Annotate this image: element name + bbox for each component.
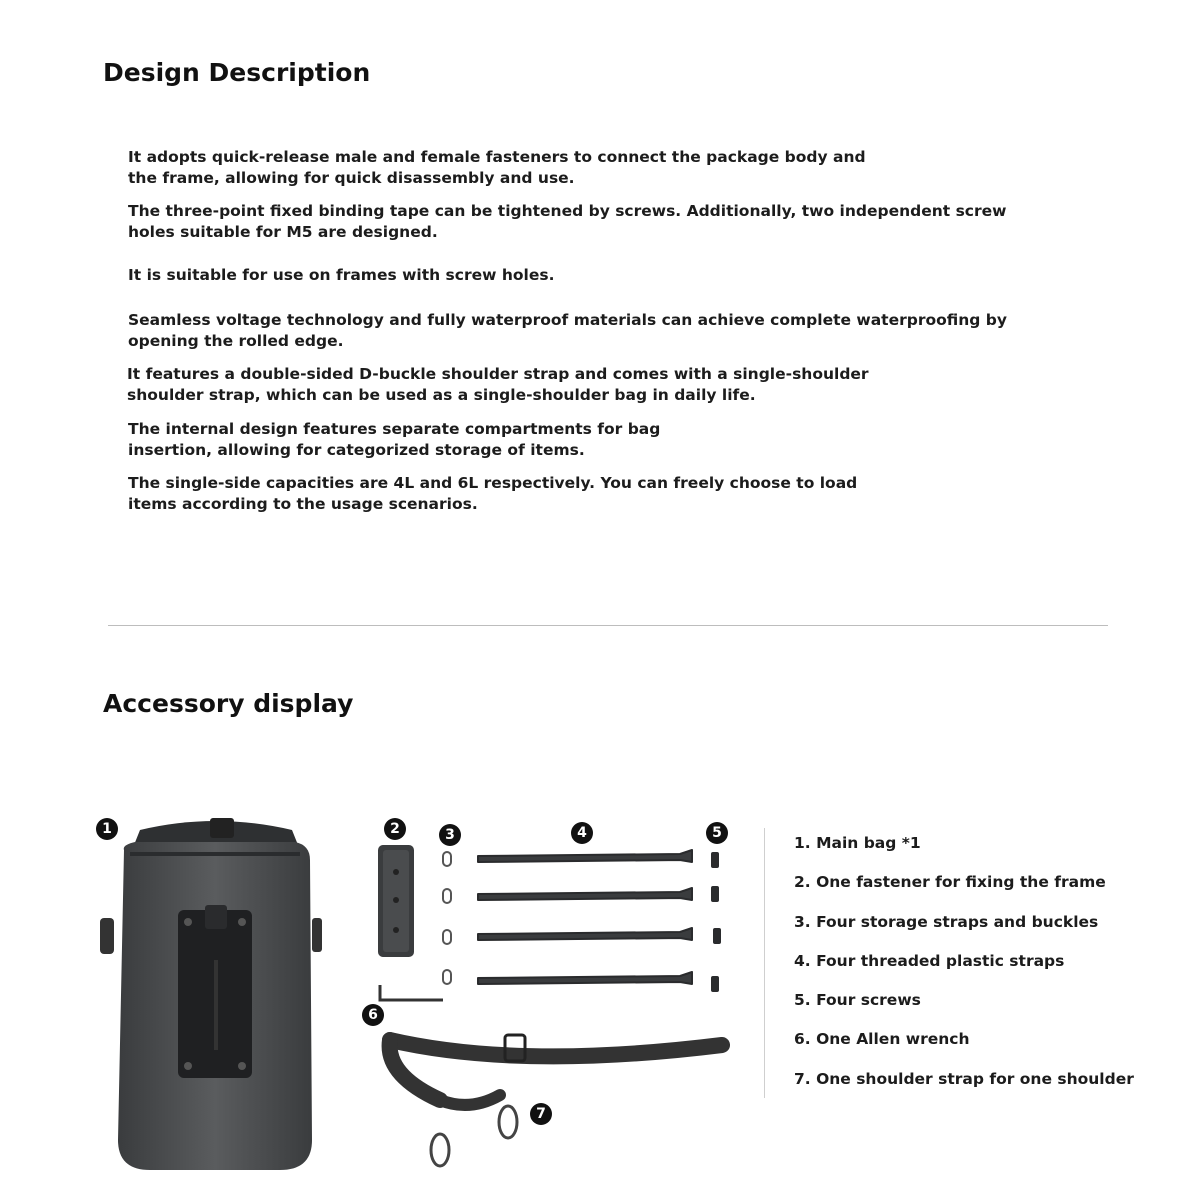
badge-shoulder-strap: 7	[530, 1103, 552, 1125]
badge-wrench: 6	[362, 1004, 384, 1026]
design-paragraph: It is suitable for use on frames with screw holes.	[128, 266, 555, 284]
storage-buckles-image	[443, 852, 451, 984]
accessory-list	[794, 833, 1134, 1108]
main-bag-image	[100, 818, 322, 1170]
design-paragraph: It adopts quick-release male and female fasteners to connect the package body and the frame, allowing for quick disassembly and use.	[128, 148, 866, 187]
frame-fastener-image	[378, 845, 414, 957]
screws-image	[711, 852, 721, 992]
shoulder-strap-image	[390, 1035, 722, 1166]
list-item: 5. Four screws	[794, 991, 921, 1010]
list-item: 4. Four threaded plastic straps	[794, 951, 1065, 970]
list-item: 6. One Allen wrench	[794, 1030, 970, 1049]
design-paragraph: Seamless voltage technology and fully waterproof materials can achieve complete waterproofing by opening the rolled edge.	[128, 311, 1007, 350]
plastic-straps-image	[478, 850, 692, 984]
design-paragraph: It features a double-sided D-buckle shoulder strap and comes with a single-shoulder shoulder strap, which can be used as a single-shoulder bag in daily life.	[127, 365, 869, 404]
badge-screws: 5	[706, 822, 728, 844]
list-item: 1. Main bag *1	[794, 834, 921, 852]
badge-buckles: 3	[439, 824, 461, 846]
accessory-display-title: Accessory display	[103, 689, 354, 718]
list-item: 7. One shoulder strap for one shoulder	[794, 1069, 1134, 1088]
list-item: 2. One fastener for fixing the frame	[794, 873, 1106, 892]
list-separator	[764, 828, 765, 1098]
allen-wrench-image	[380, 985, 443, 1000]
design-paragraph: The internal design features separate compartments for bag insertion, allowing for categorized storage of items.	[128, 420, 661, 459]
badge-fastener: 2	[384, 818, 406, 840]
design-description-title: Design Description	[103, 58, 371, 87]
badge-straps: 4	[571, 822, 593, 844]
design-paragraph: The single-side capacities are 4L and 6L respectively. You can freely choose to load items according to the usage scenarios.	[128, 474, 858, 513]
design-paragraph: The three-point fixed binding tape can be tightened by screws. Additionally, two independent screw holes suitable for M5 are designed.	[128, 202, 1007, 241]
list-item: 3. Four storage straps and buckles	[794, 912, 1099, 931]
badge-main-bag: 1	[96, 818, 118, 840]
